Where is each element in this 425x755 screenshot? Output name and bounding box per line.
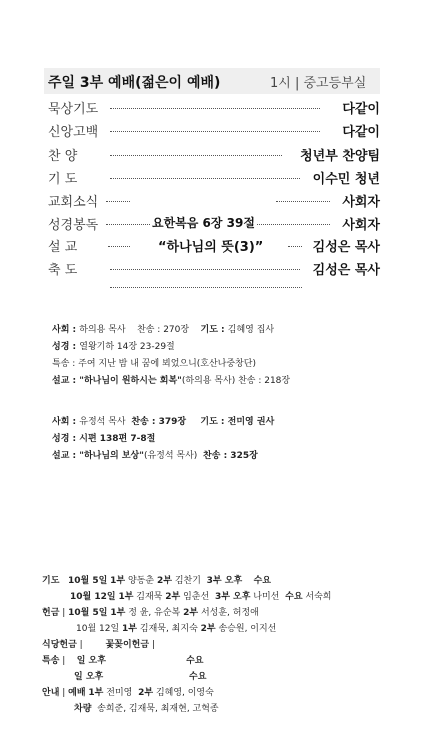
order-row [48, 145, 380, 165]
dotted-leader [288, 246, 302, 247]
order-label: 축 도 [48, 263, 78, 278]
service-time-location: 1시 | 중고등부실 [270, 76, 367, 91]
guide-row-1: 안내 | 예배 1부 전미영 2부 김혜영, 이영숙 [42, 688, 214, 698]
order-leader-name: 이수민 청년 [312, 172, 380, 187]
dotted-leader [110, 178, 300, 179]
order-row [48, 191, 380, 211]
order-label: 찬 양 [48, 149, 78, 164]
offering-row-2: 10월 12일 1부 김재묵, 최지숙 2부 송승원, 이지선 [76, 624, 277, 634]
order-leader-name: 다같이 [342, 102, 380, 117]
dotted-leader [108, 246, 130, 247]
dotted-leader [276, 201, 330, 202]
order-row [48, 236, 380, 256]
order-row [48, 168, 380, 188]
service-a-line4: 설교 : "하나님이 원하시는 회복"(하의용 목사) 찬송 : 218장 [52, 376, 291, 386]
order-row [48, 259, 380, 279]
order-label: 신앙고백 [48, 125, 99, 140]
order-leader-name: 사회자 [342, 218, 380, 233]
prayer-row-1: 기도 10월 5일 1부 양동춘 2부 김찬기 3부 오후 수요 [42, 576, 271, 586]
special-row-1: 특송 | 일 오후 수요 [42, 656, 204, 666]
prayer-row-2: 10월 12일 1부 김재묵 2부 임춘선 3부 오후 나미선 수요 서숙희 [70, 592, 332, 602]
order-leader-name: 청년부 찬양팀 [300, 149, 380, 164]
dotted-leader [110, 108, 320, 109]
order-label: 묵상기도 [48, 102, 99, 117]
order-leader-name: 사회자 [342, 195, 380, 210]
meal-flower-row: 식당헌금 | 꽃꽂이헌금 | [42, 640, 155, 650]
order-label: 교회소식 [48, 195, 99, 210]
dotted-divider [110, 287, 302, 288]
dotted-leader [106, 201, 130, 202]
order-leader-name: 김성은 목사 [312, 263, 380, 278]
service-title: 주일 3부 예배(젊은이 예배) [48, 75, 221, 91]
scripture-reference: 요한복음 6장 39절 [152, 216, 255, 230]
service-a-line3: 특송 : 주여 지난 밤 내 꿈에 뵈었으니(호산나중창단) [52, 359, 256, 369]
order-leader-name: 김성은 목사 [312, 240, 380, 255]
service-a-line1: 사회 : 하의용 목사 찬송 : 270장 기도 : 김혜영 집사 [52, 325, 275, 335]
order-leader-name: 다같이 [342, 125, 380, 140]
service-a-line2: 성경 : 열왕기하 14장 23-29절 [52, 342, 175, 352]
offering-row-1: 헌금 | 10월 5일 1부 정 윤, 유순복 2부 서성훈, 허정애 [42, 608, 259, 618]
service-b-line1: 사회 : 유정석 목사 찬송 : 379장 기도 : 전미영 권사 [52, 417, 275, 427]
guide-row-2: 차량 송희준, 김재묵, 최재현, 고혁종 [74, 704, 219, 714]
order-label: 기 도 [48, 172, 78, 187]
dotted-leader [110, 131, 320, 132]
dotted-leader [110, 155, 282, 156]
special-row-2: 일 오후 수요 [74, 672, 207, 682]
order-label: 성경봉독 [48, 218, 99, 233]
order-row [48, 214, 380, 234]
service-b-line2: 성경 : 시편 138편 7-8절 [52, 434, 156, 444]
dotted-leader [110, 269, 300, 270]
service-b-line3: 설교 : "하나님의 보상"(유정석 목사) 찬송 : 325장 [52, 451, 258, 461]
order-row [48, 98, 380, 118]
order-row [48, 121, 380, 141]
sermon-title: “하나님의 뜻(3)” [156, 236, 265, 255]
order-label: 설 교 [48, 240, 78, 255]
